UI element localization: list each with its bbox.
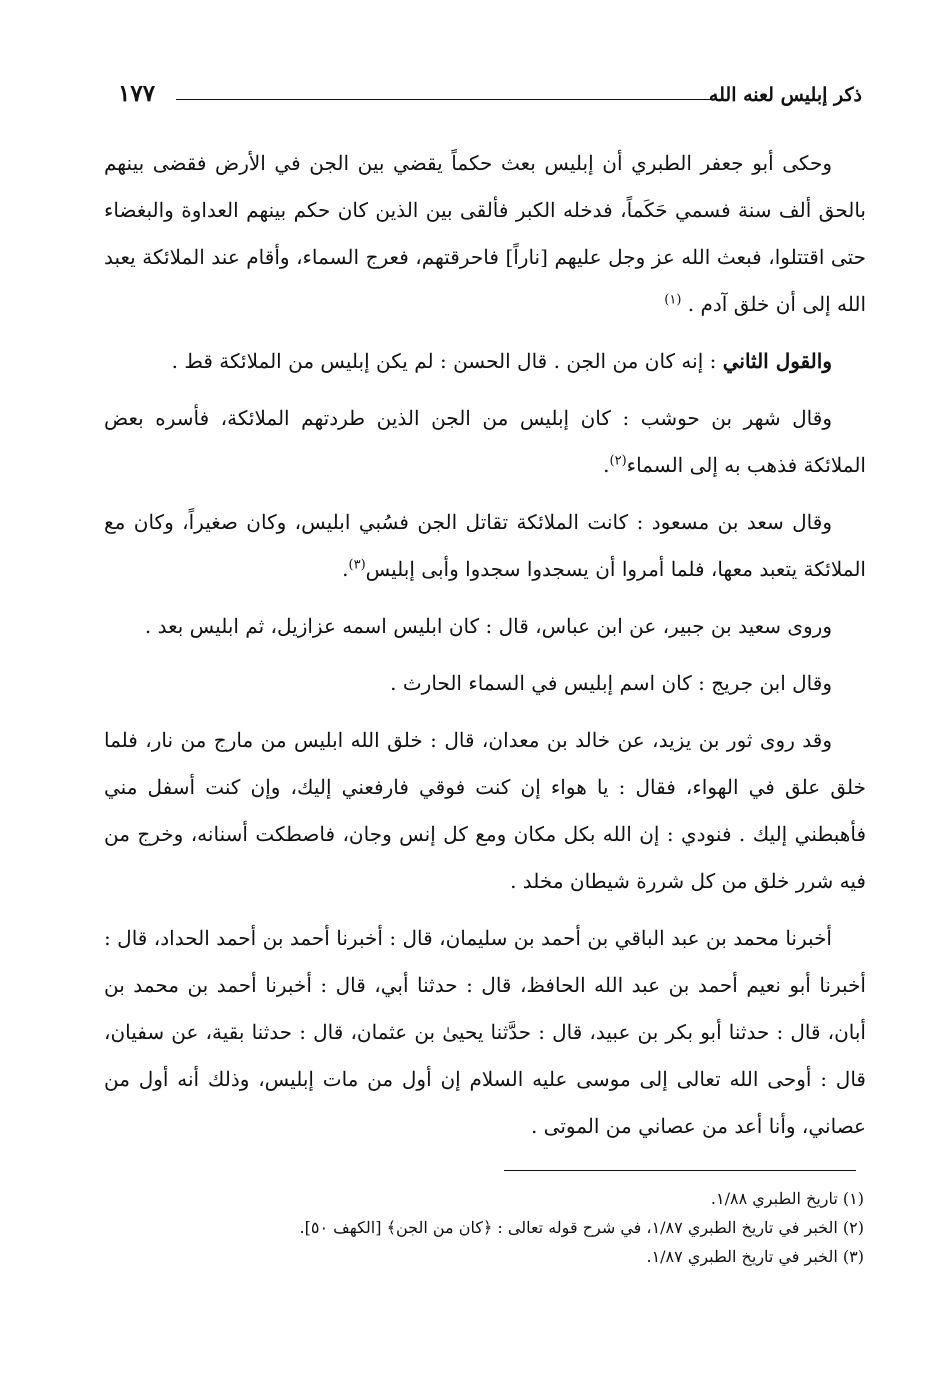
footnote-reference-2: (٢) bbox=[609, 453, 627, 469]
paragraph-text: وحكى أبو جعفر الطبري أن إبليس بعث حكماً يقضي بين الجن في الأرض فقضى بينهم بالحق ألف سنة فسمي حَكَماً، فدخله الكبر فألقى بين الذين كان حكم بينهم العداوة والبغضاء حتى اقتتلوا، فبعث الله عز وجل عليهم [ناراً] فاحرقتهم، فعرج السماء، وأقام عند الملائكة يعبد الله إلى أن خلق آدم . bbox=[104, 151, 866, 316]
paragraph-ibn-jurayj bbox=[104, 660, 866, 707]
paragraph-text: وقال ابن جريج : كان اسم إبليس في السماء الحارث . bbox=[390, 671, 832, 695]
footnote-3: (٣) الخبر في تاريخ الطبري ١/٨٧. bbox=[646, 1247, 864, 1266]
paragraph-khalid-ibn-madan bbox=[104, 717, 866, 905]
main-text bbox=[104, 140, 866, 1160]
footnote-reference-1: (١) bbox=[664, 292, 682, 308]
paragraph-text: وقال سعد بن مسعود : كانت الملائكة تقاتل الجن فسُبي ابليس، وكان صغيراً، وكان مع الملائكة يتعبد معها، فلما أمروا أن يسجدوا سجدوا وأبى إبليس bbox=[104, 510, 866, 581]
paragraph-text: وروى سعيد بن جبير، عن ابن عباس، قال : كان ابليس اسمه عزازيل، ثم ابليس بعد . bbox=[144, 614, 832, 638]
paragraph-shahr-ibn-hawshab: وقال شهر بن حوشب : كان إبليس من الجن الذين طردتهم الملائكة، فأسره بعض الملائكة فذهب به إلى السماء$^{(٢)}$. bbox=[104, 406, 866, 477]
page-header bbox=[118, 78, 862, 114]
paragraph-isnad-sufyan bbox=[104, 915, 866, 1150]
running-title: ذكر إبليس لعنه الله bbox=[708, 84, 862, 106]
footnote-2: (٢) الخبر في تاريخ الطبري ١/٨٧، في شرح قوله تعالى : ﴿كان من الجن﴾ [الكهف ٥٠]. bbox=[299, 1218, 864, 1237]
paragraph-ibn-abbas bbox=[104, 603, 866, 650]
paragraph-text: أخبرنا محمد بن عبد الباقي بن أحمد بن سليمان، قال : أخبرنا أحمد بن أحمد الحداد، قال : أخبرنا أبو نعيم أحمد بن عبد الله الحافظ، قال : حدثنا أبي، قال : أخبرنا أحمد بن محمد بن أبان، قال : حدثنا أبو بكر بن عبيد، قال : حدَّثنا يحيىٰ بن عثمان، قال : حدثنا بقية، عن سفيان، قال : أوحى الله تعالى إلى موسى عليه السلام إن أول من مات إبليس، وذلك أنه أول من عصاني، وأنا أعد من عصاني من الموتى . bbox=[104, 926, 866, 1138]
header-rule bbox=[176, 99, 724, 100]
page-number: ١٧٧ bbox=[118, 80, 156, 107]
paragraph-lead: والقول الثاني bbox=[722, 349, 832, 373]
footnote-1: (١) تاريخ الطبري ١/٨٨. bbox=[710, 1189, 864, 1208]
paragraph-text: وقد روى ثور بن يزيد، عن خالد بن معدان، قال : خلق الله ابليس من مارج من نار، فلما خلق علق في الهواء، فقال : يا هواء إن كنت فوقي فارفعني إليك، وإن كنت أسفل مني فأهبطني إليك . فنودي : إن الله بكل مكان ومع كل إنس وجان، فاصطكت أسنانه، وخرج من فيه شرر خلق من كل شررة شيطان مخلد . bbox=[104, 728, 866, 893]
footnote-reference-3: (٣) bbox=[348, 557, 366, 573]
footnotes bbox=[104, 1184, 864, 1271]
paragraph-tabari-account bbox=[104, 140, 866, 328]
paragraph-text: : إنه كان من الجن . قال الحسن : لم يكن إبليس من الملائكة قط . bbox=[171, 349, 717, 373]
footnote-separator bbox=[504, 1170, 856, 1171]
paragraph-text: وقال شهر بن حوشب : كان إبليس من الجن الذين طردتهم الملائكة، فأسره بعض الملائكة فذهب به إلى السماء bbox=[104, 406, 866, 477]
paragraph-second-opinion bbox=[104, 338, 866, 385]
paragraph-saad-ibn-masud: وقال سعد بن مسعود : كانت الملائكة تقاتل الجن فسُبي ابليس، وكان صغيراً، وكان مع الملائكة يتعبد معها، فلما أمروا أن يسجدوا سجدوا وأبى إبليس$^{(٣)}$. bbox=[104, 510, 866, 581]
